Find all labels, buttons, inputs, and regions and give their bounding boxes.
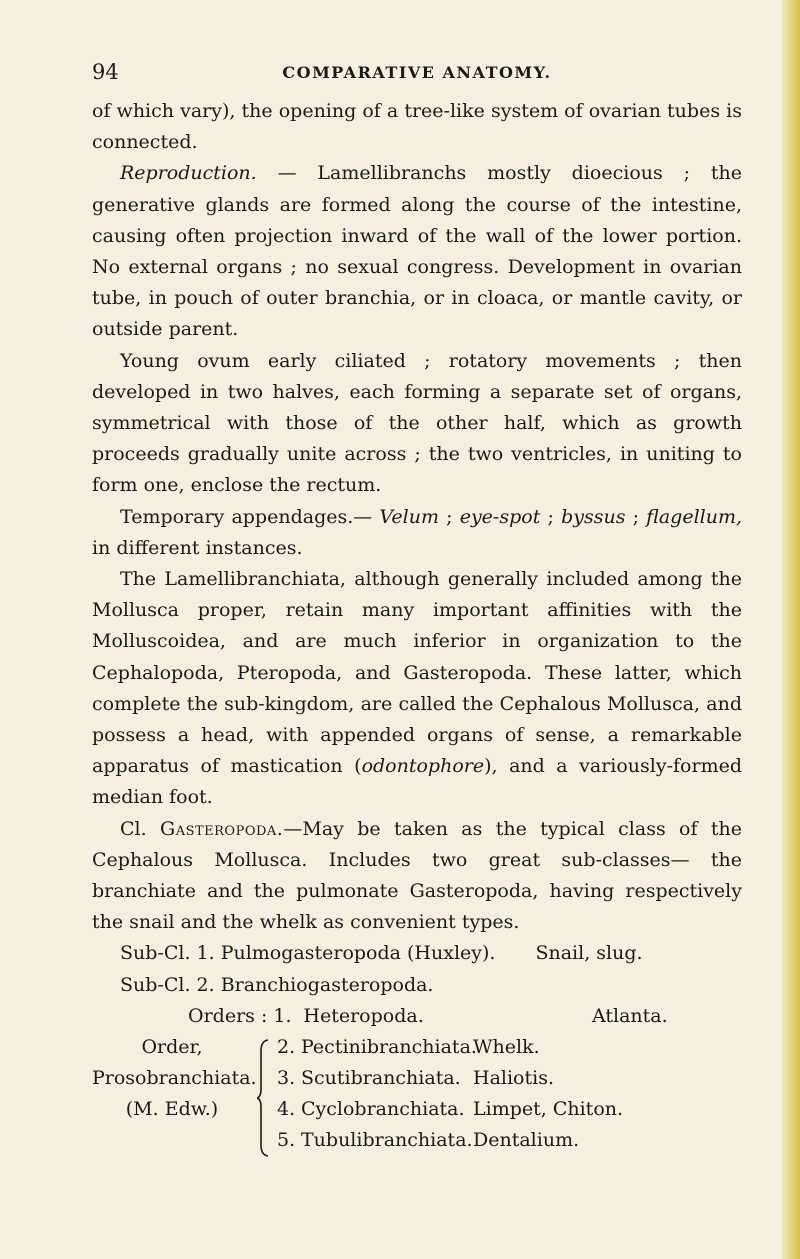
lamellibranchiata-end: ), and a variously-formed median foot.: [92, 755, 742, 809]
subclass-1: Sub-Cl. 1. Pulmogasteropoda (Huxley).: [120, 942, 496, 965]
paragraph-young-ovum: Young ovum early ciliated ; rotatory movements ; then developed in two halves, each forming a separate set of organs, symmetrical with those of the other half, which as growth proceeds gradually unite across ; the two ventricles, in uniting to form one, enclose the rectum.: [92, 349, 742, 497]
class-gasteropoda: Gasteropoda.: [160, 817, 284, 840]
class-abbrev: Cl.: [120, 817, 161, 840]
paragraph-1: of which vary), the opening of a tree-like system of ovarian tubes is connected.: [92, 100, 742, 154]
subclass-2-line: Sub-Cl. 2. Branchiogasteropoda.: [120, 973, 434, 996]
order-label-line-1: Order,: [141, 1035, 203, 1058]
order-rows: [277, 1032, 742, 1157]
term-byssus: byssus: [561, 505, 626, 528]
subclass-1-example: Snail, slug.: [535, 942, 643, 965]
running-title: COMPARATIVE ANATOMY.: [282, 63, 552, 82]
order-number: 4.: [277, 1098, 296, 1121]
term-eye-spot: eye-spot: [459, 505, 541, 528]
orders-label: Orders :: [188, 1004, 268, 1027]
order-example: Dentalium.: [473, 1129, 580, 1152]
order-name: Scutibranchiata.: [301, 1067, 461, 1090]
heading-reproduction: Reproduction.: [120, 162, 257, 185]
order-row: [277, 1063, 742, 1094]
order-1-number: 1.: [273, 1004, 292, 1027]
subclass-1-line: [92, 938, 742, 969]
page-edge: [782, 0, 800, 1259]
order-number: 5.: [277, 1129, 296, 1152]
order-row: [277, 1032, 742, 1063]
lamellibranchiata-text: The Lamellibranchiata, although generally included among the Mollusca proper, retain many important affinities with the Molluscoidea, and are much inferior in organization to the Cephalopoda, Pteropoda, and Gasteropoda. These latter, which complete the sub-kingdom, are called the Cephalous Mollusca, and possess a head, with appended organs of sense, a remarkable apparatus of mastication (: [92, 568, 742, 778]
term-velum: Velum: [379, 505, 439, 528]
order-example: Haliotis.: [473, 1067, 554, 1090]
gasteropoda-text: —May be taken as the typical class of the Cephalous Mollusca. Includes two great sub-classes— the branchiate and the pulmonate Gasteropoda, having respectively the snail and the whelk as convenient types.: [92, 817, 742, 934]
order-name: Pectinibranchiata.: [301, 1035, 477, 1058]
order-row: [277, 1094, 742, 1125]
reproduction-text: — Lamellibranchs mostly dioecious ; the generative glands are formed along the course of the intestine, causing often projection inward of the wall of the lower portion. No external organs ; no sexual congress. Development in ovarian tube, in pouch of outer branchia, or in cloaca, or mantle cavity, or outside parent.: [92, 162, 742, 341]
page-number: 94: [92, 60, 119, 84]
order-label-line-2: Prosobranchiata.: [92, 1067, 257, 1090]
order-number: 3.: [277, 1067, 296, 1090]
order-example: Whelk.: [473, 1035, 540, 1058]
order-number: 2.: [277, 1035, 296, 1058]
page-body: [92, 96, 742, 1161]
order-example: Limpet, Chiton.: [473, 1098, 624, 1121]
paragraph-reproduction: [92, 158, 742, 345]
order-prosobranchiata-label: [92, 1032, 257, 1126]
separator: ;: [438, 505, 460, 528]
order-name: Tubulibranchiata.: [301, 1129, 473, 1152]
order-row: [277, 1125, 742, 1156]
orders-heading: [188, 1001, 424, 1032]
separator: ;: [540, 505, 562, 528]
term-odontophore: odontophore: [361, 755, 485, 778]
term-flagellum: flagellum,: [646, 505, 743, 528]
paragraph-lamellibranchiata: [92, 564, 742, 814]
order-label-line-3: (M. Edw.): [125, 1098, 219, 1121]
paragraph-gasteropoda: [92, 814, 742, 939]
order-1-example: Atlanta.: [592, 1004, 668, 1027]
appendages-end: in different instances.: [92, 536, 303, 559]
paragraph-appendages: [92, 502, 742, 564]
separator: ;: [625, 505, 647, 528]
orders-table: [92, 1001, 742, 1161]
order-1-name: Heteropoda.: [303, 1004, 424, 1027]
curly-brace-icon: [257, 1039, 269, 1157]
appendages-lead: Temporary appendages.—: [120, 505, 380, 528]
order-name: Cyclobranchiata.: [301, 1098, 465, 1121]
page-header: [92, 60, 742, 90]
